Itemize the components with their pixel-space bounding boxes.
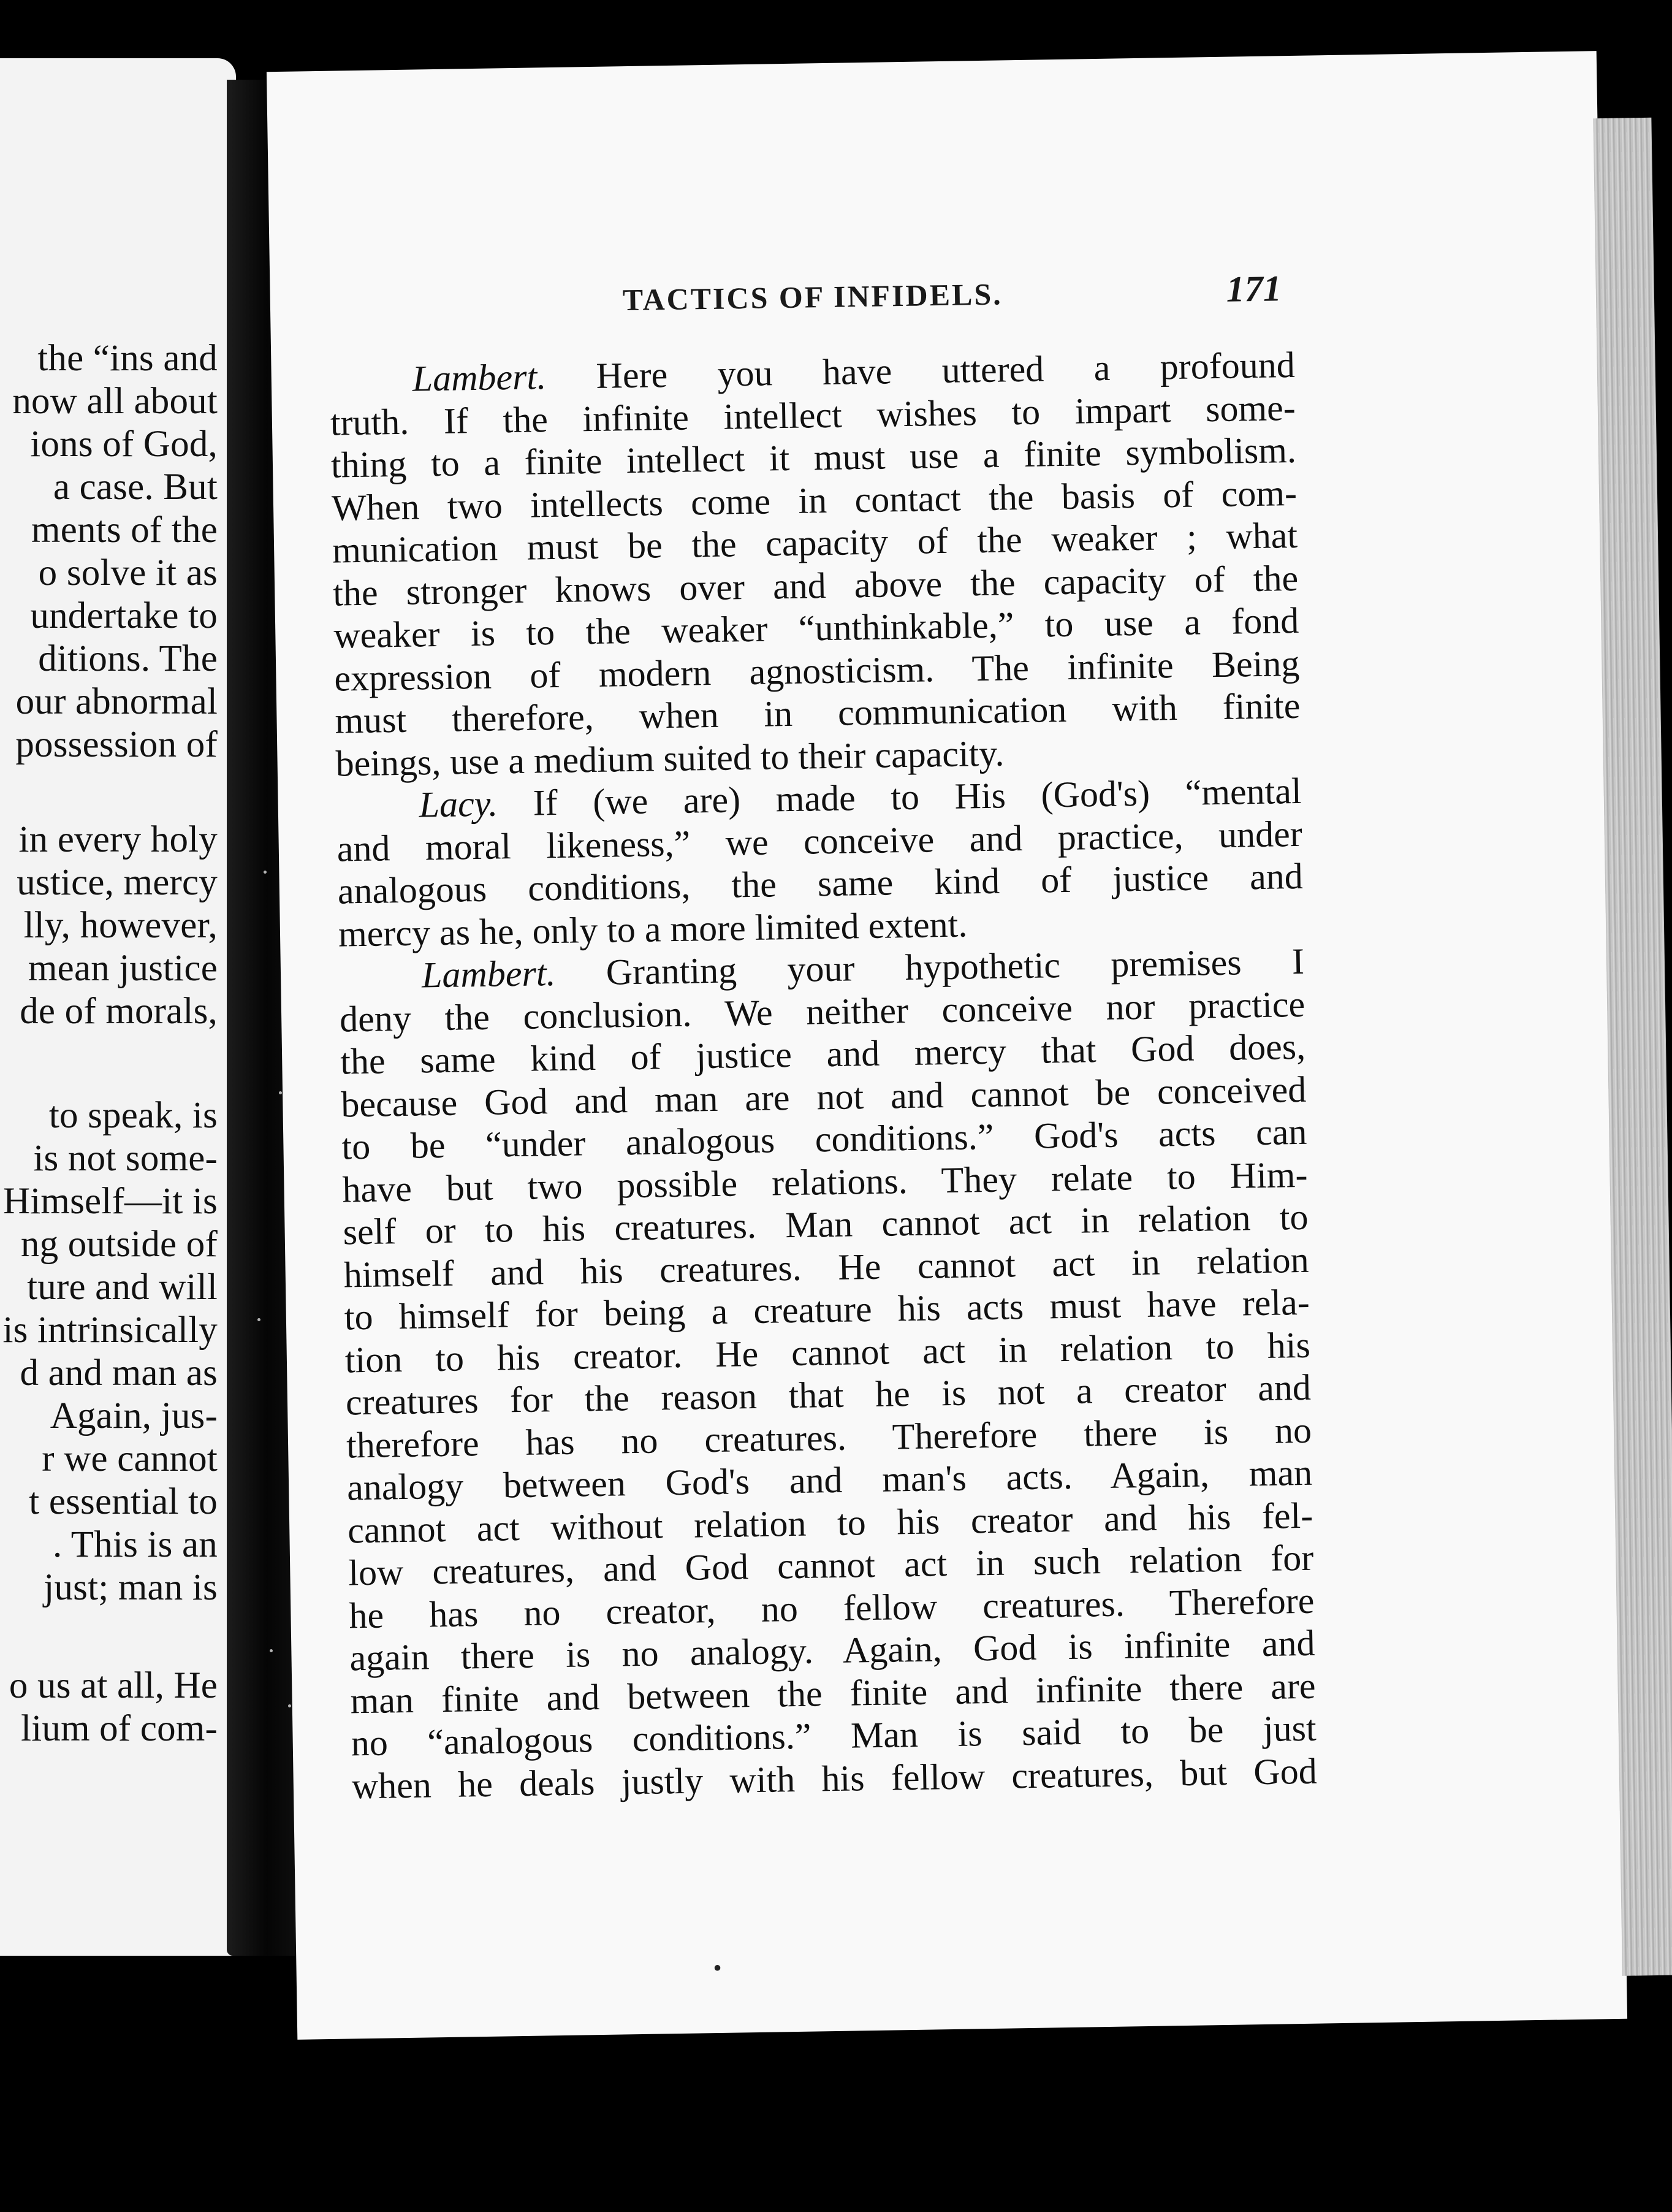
- text-line: again there is no analogy. Again, God is infinite and: [349, 1622, 1315, 1679]
- speaker-name: Lambert.: [421, 953, 556, 996]
- left-page-line: in every holy: [18, 819, 218, 860]
- text-line: analogy between God's and man's acts. Again, man: [346, 1452, 1313, 1508]
- text-line: Lambert. Here you have uttered a profound: [412, 344, 1296, 399]
- text-line: deny the conclusion. We neither conceive nor practice: [339, 983, 1305, 1040]
- text-line: because God and man are not and cannot be conceived: [340, 1069, 1307, 1125]
- text-line: tion to his creator. He cannot act in relation to his: [344, 1324, 1311, 1380]
- running-head: TACTICS OF INFIDELS.: [622, 276, 1003, 318]
- left-page-line: o us at all, He: [9, 1665, 218, 1706]
- left-page-line: de of morals,: [20, 991, 218, 1032]
- left-page-line: t essential to: [29, 1481, 218, 1522]
- text-line: Lambert. Granting your hypothetic premises I: [421, 940, 1305, 996]
- text-line: cannot act without relation to his creator and his fel-: [347, 1495, 1313, 1550]
- text-line: he has no creator, no fellow creatures. Therefore: [348, 1580, 1315, 1636]
- text-line: Lacy. If (we are) made to His (God's) “mental: [419, 770, 1302, 825]
- page-edge: [1593, 118, 1672, 1976]
- left-page-line: mean justice: [28, 948, 218, 989]
- left-page-line: ditions. The: [38, 638, 218, 679]
- text-line: beings, use a medium suited to their capacity.: [335, 732, 1005, 784]
- text-line: analogous conditions, the same kind of justice and: [337, 855, 1304, 912]
- text-line: expression of modern agnosticism. The infinite Being: [333, 643, 1300, 699]
- text-line: mercy as he, only to a more limited extent.: [338, 903, 968, 955]
- left-page-line: . This is an: [52, 1524, 218, 1565]
- text-line: have but two possible relations. They relate to Him-: [342, 1154, 1308, 1210]
- text-line: to be “under analogous conditions.” God's acts can: [341, 1111, 1307, 1167]
- left-page-line: undertake to: [30, 595, 218, 636]
- text-line: man finite and between the finite and infinite there are: [350, 1665, 1316, 1721]
- text-line: munication must be the capacity of the weaker ; what: [332, 514, 1298, 571]
- text-line: self or to his creatures. Man cannot act in relation to: [343, 1196, 1309, 1253]
- scan-speck: [279, 1091, 282, 1094]
- scan-speck: [270, 1649, 273, 1652]
- left-page-line: o solve it as: [38, 552, 218, 593]
- left-page-line: to speak, is: [48, 1095, 218, 1136]
- text-line: truth. If the infinite intellect wishes to impart some-: [330, 387, 1296, 443]
- left-page-line: possession of: [15, 724, 218, 765]
- text-line: low creatures, and God cannot act in such relation for: [348, 1537, 1314, 1593]
- left-page-line: r we cannot: [42, 1438, 218, 1479]
- left-page-line: Himself—it is: [3, 1181, 218, 1222]
- text-line: himself and his creatures. He cannot act in relation: [343, 1239, 1310, 1295]
- text-line: no “analogous conditions.” Man is said to be just: [351, 1707, 1317, 1764]
- speaker-name: Lambert.: [412, 356, 547, 399]
- text-line: and moral likeness,” we conceive and practice, under: [336, 813, 1303, 869]
- left-page-line: just; man is: [44, 1567, 218, 1608]
- left-page-line: ustice, mercy: [17, 862, 218, 903]
- left-page-line: is not some-: [33, 1138, 218, 1179]
- text-line: When two intellects come in contact the basis of com-: [331, 472, 1298, 528]
- text-line: to himself for being a creature his acts must have rela-: [344, 1281, 1310, 1338]
- body-text: [329, 344, 1317, 1807]
- left-page-line: ions of God,: [30, 424, 218, 465]
- left-page-line: ng outside of: [20, 1224, 218, 1265]
- text-line: creatures for the reason that he is not a creator and: [345, 1367, 1312, 1423]
- footer-mark: •: [713, 1953, 724, 1982]
- text-line: therefore has no creatures. Therefore there is no: [346, 1409, 1312, 1465]
- text-line: must therefore, when in communication with finite: [335, 685, 1301, 741]
- scan-speck: [257, 1318, 260, 1321]
- left-page-line: lly, however,: [23, 905, 218, 946]
- text-line: when he deals justly with his fellow creatures, but God: [351, 1750, 1318, 1806]
- text-line: thing to a finite intellect it must use a finite symbolism.: [330, 429, 1297, 486]
- left-page-line: a case. But: [53, 467, 218, 508]
- left-page-line: Again, jus-: [50, 1395, 218, 1436]
- text-line: the stronger knows over and above the capacity of the: [332, 557, 1299, 614]
- left-page-line: ments of the: [31, 509, 218, 551]
- scan-speck: [288, 1704, 291, 1707]
- left-page-line: is intrinsically: [2, 1310, 218, 1351]
- left-page-line: lium of com-: [21, 1708, 218, 1749]
- text-line: weaker is to the weaker “unthinkable,” to use a fond: [333, 600, 1299, 656]
- speaker-name: Lacy.: [419, 783, 498, 825]
- scan-speck: [264, 871, 267, 874]
- page-number: 171: [1226, 268, 1282, 310]
- left-page: [0, 58, 236, 1956]
- text-line: the same kind of justice and mercy that God does,: [340, 1026, 1306, 1082]
- left-page-line: d and man as: [20, 1352, 218, 1394]
- right-page: [267, 51, 1627, 2040]
- left-page-line: now all about: [12, 381, 218, 422]
- left-page-line: the “ins and: [37, 338, 218, 379]
- left-page-line: ture and will: [27, 1267, 218, 1308]
- left-page-line: our abnormal: [15, 681, 218, 722]
